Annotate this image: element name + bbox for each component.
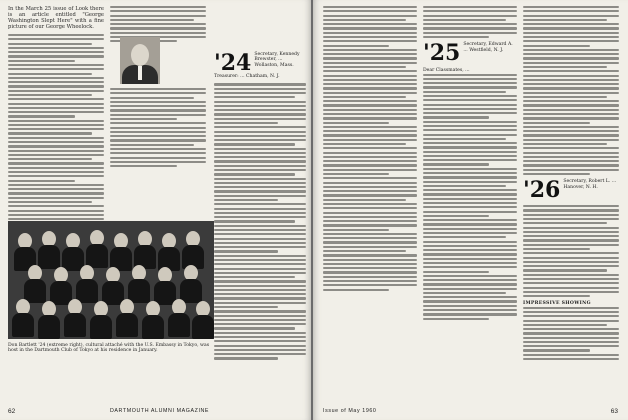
portrait-photo: [120, 37, 160, 84]
text-block: [523, 307, 619, 361]
right-page: [313, 0, 628, 420]
text-block: [110, 88, 206, 167]
group-photo: [8, 221, 214, 339]
page-number-right: 63: [610, 408, 618, 415]
footer-magazine-title: DARTMOUTH ALUMNI MAGAZINE: [110, 408, 210, 414]
text-block: [423, 74, 517, 320]
class-24-treasurer: Treasurer: ... Chatham, N. J.: [214, 74, 280, 79]
text-block: [8, 34, 104, 229]
subhead-impressive-showing: IMPRESSIVE SHOWING: [523, 301, 591, 307]
left-page: [0, 0, 311, 420]
text-block: [423, 6, 517, 38]
left-column-2-lower: [110, 88, 206, 167]
footer-issue-date: Issue of May 1960: [323, 408, 377, 414]
class-25-lead: Dear Classmates, ...: [423, 68, 470, 74]
right-column-2: [423, 6, 517, 320]
left-column-3: [214, 52, 306, 360]
right-column-1: [323, 6, 417, 291]
class-26-secretary: Secretary, Robert L. ... Hanover, N. H.: [563, 179, 617, 190]
left-column-1: [8, 6, 104, 229]
class-year-24: '24: [214, 50, 252, 76]
page-number-left: 62: [8, 408, 16, 415]
text-block: [523, 6, 619, 175]
class-25-secretary: Secretary, Edward A. ... Westfield, N. J.: [463, 42, 513, 53]
column-intro-text: In the March 25 issue of Look there is an article entitled "George Washington Slept Here" with a fine picture of our George Wheelock.: [8, 6, 104, 30]
text-block: [214, 83, 306, 359]
group-photo-caption: Don Bartlett '24 (extreme right), cultural attaché with the U.S. Embassy in Tokyo, was host in the Dartmouth Club of Tokyo at his residence in January.: [8, 343, 210, 354]
text-block: [323, 6, 417, 291]
right-column-3: [523, 6, 619, 360]
class-24-secretary: Secretary, Kennedy Brewster, ... Wollaston, Mass.: [254, 52, 300, 68]
class-year-26: '26: [523, 177, 561, 204]
class-year-25: '25: [423, 40, 461, 67]
text-block: [523, 205, 619, 297]
